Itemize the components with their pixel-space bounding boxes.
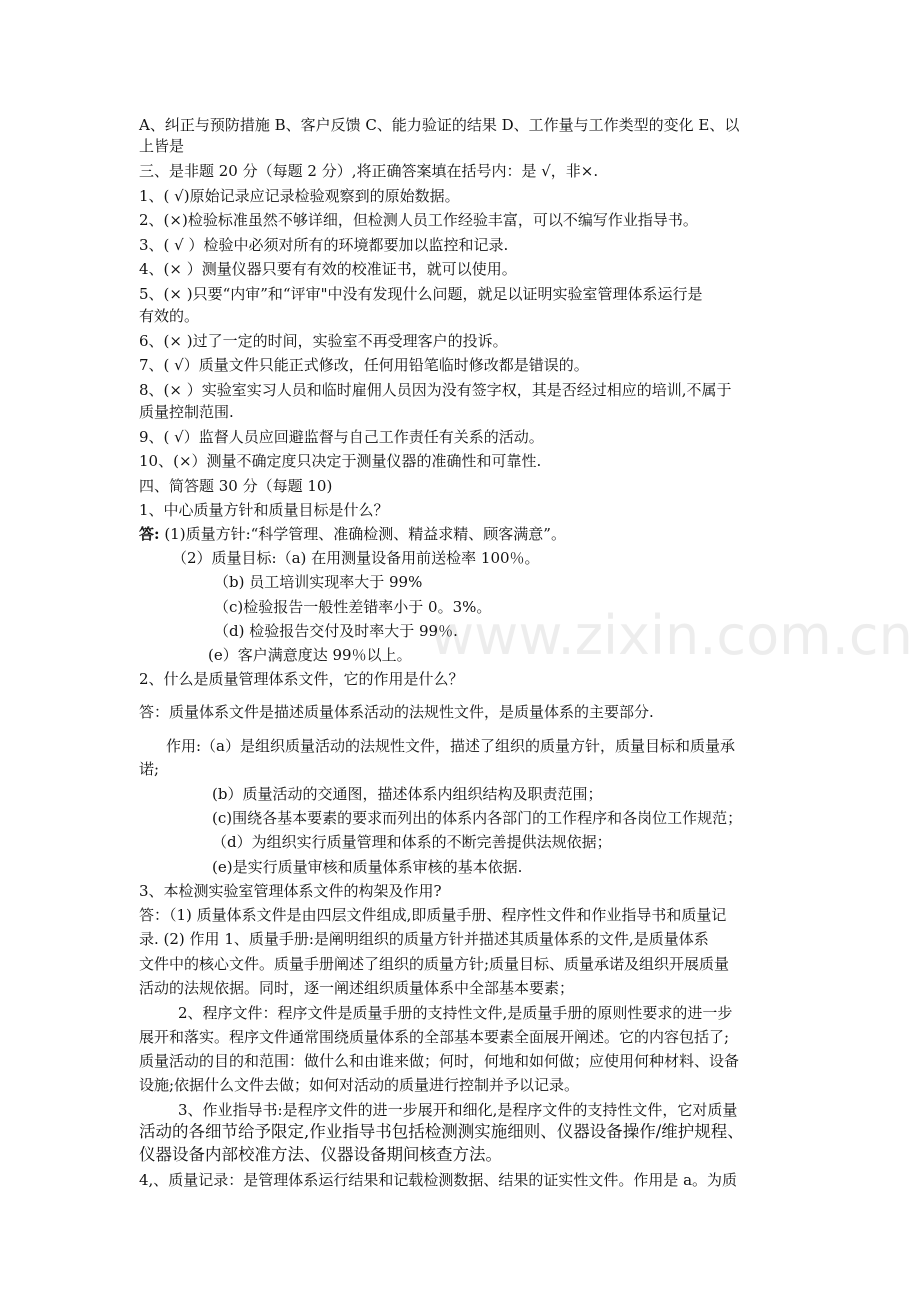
question-item: 10、(×）测量不确定度只决定于测量仪器的准确性和可靠性. xyxy=(139,452,542,470)
text-line: (e）客户满意度达 99％以上。 xyxy=(208,646,412,664)
text-line: （c)检验报告一般性差错率小于 0。3%。 xyxy=(214,598,492,616)
answer-line: 答：质量体系文件是描述质量体系活动的法规性文件，是质量体系的主要部分. xyxy=(139,703,654,721)
text-line: 诺; xyxy=(139,760,160,778)
text-line: 仪器设备内部校准方法、仪器设备期间核查方法。 xyxy=(139,1145,502,1164)
text-line: 活动的各细节给予限定,作业指导书包括检测测实施细则、仪器设备操作/维护规程、 xyxy=(139,1122,744,1141)
answer-line: 答：（1) 质量体系文件是由四层文件组成,即质量手册、程序性文件和作业指导书和质量记 xyxy=(139,906,727,924)
text-line: 活动的法规依据。同时，逐一阐述组织质量体系中全部基本要素； xyxy=(139,979,575,997)
question-item: 6、(× )过了一定的时间，实验室不再受理客户的投诉。 xyxy=(139,332,508,350)
text-line: 质量活动的目的和范围：做什么和由谁来做；何时，何地和如何做；应使用何种材料、设备 xyxy=(139,1052,740,1070)
text-line: （d）为组织实行质量管理和体系的不断完善提供法规依据； xyxy=(212,833,612,851)
text-line: (b）质量活动的交通图，描述体系内组织结构及职责范围； xyxy=(212,785,603,803)
question-item: 1、( √)原始记录应记录检验观察到的原始数据。 xyxy=(139,187,460,205)
text-line: 文件中的核心文件。质量手册阐述了组织的质量方针;质量目标、质量承诺及组织开展质量 xyxy=(139,955,730,973)
text-line: （2）质量目标:（a) 在用测量设备用前送检率 100％。 xyxy=(172,549,540,567)
text-line: (c)围绕各基本要素的要求而列出的体系内各部门的工作程序和各岗位工作规范； xyxy=(212,809,743,827)
question-item: 3、本检测实验室管理体系文件的构架及作用? xyxy=(139,882,442,900)
question-item: 3、( √ ）检验中必须对所有的环境都要加以监控和记录. xyxy=(139,236,509,254)
question-item: 8、(× ）实验室实习人员和临时雇佣人员因为没有签字权，其是否经过相应的培训,不属于 xyxy=(139,381,732,399)
text-line: (e)是实行质量审核和质量体系审核的基本依据. xyxy=(212,858,523,876)
text-line: 有效的。 xyxy=(139,307,200,325)
question-item: 1、中心质量方针和质量目标是什么？ xyxy=(139,501,389,519)
section-heading: 三、是非题 20 分（每题 2 分）,将正确答案填在括号内：是 √，非×. xyxy=(139,162,599,180)
text-line: 录. (2) 作用 1、质量手册:是阐明组织的质量方针并描述其质量体系的文件,是质量体系 xyxy=(139,930,709,948)
text-line: A、纠正与预防措施 B、客户反馈 C、能力验证的结果 D、工作量与工作类型的变化 E、以 xyxy=(139,116,740,134)
text-line: 2、程序文件：程序文件是质量手册的支持性文件,是质量手册的原则性要求的进一步 xyxy=(178,1004,733,1022)
answer-text: (1)质量方针:“科学管理、准确检测、精益求精、顾客满意”。 xyxy=(164,525,566,543)
text-line: 作用:（a）是组织质量活动的法规性文件，描述了组织的质量方针，质量目标和质量承 xyxy=(166,737,736,755)
text-line: 设施;依据什么文件去做；如何对活动的质量进行控制并予以记录。 xyxy=(139,1076,580,1094)
question-item: 9、( √）监督人员应回避监督与自己工作责任有关系的活动。 xyxy=(139,428,544,446)
question-item: 4、(× ）测量仪器只要有有效的校准证书，就可以使用。 xyxy=(139,260,517,278)
text-line: 4,、质量记录：是管理体系运行结果和记载检测数据、结果的证实性文件。作用是 a。为质 xyxy=(139,1171,738,1189)
text-line: 展开和落实。程序文件通常围绕质量体系的全部基本要素全面展开阐述。它的内容包括了; xyxy=(139,1028,730,1046)
text-line: 3、作业指导书:是程序文件的进一步展开和细化,是程序文件的支持性文件，它对质量 xyxy=(178,1101,738,1119)
answer-line xyxy=(139,524,566,544)
text-line: （d) 检验报告交付及时率大于 99％. xyxy=(214,622,458,640)
watermark: www.zixin.com.cn xyxy=(430,604,913,667)
section-heading: 四、简答题 30 分（每题 10) xyxy=(139,477,333,495)
answer-label: 答: xyxy=(139,525,160,543)
question-item: 2、(×)检验标准虽然不够详细，但检测人员工作经验丰富，可以不编写作业指导书。 xyxy=(139,211,698,229)
question-item: 2、什么是质量管理体系文件，它的作用是什么？ xyxy=(139,670,464,688)
question-item: 5、(× )只要“内审”和“评审"中没有发现什么问题，就足以证明实验室管理体系运行是 xyxy=(139,285,703,303)
text-line: 质量控制范围. xyxy=(139,403,234,421)
text-line: （b) 员工培训实现率大于 99% xyxy=(214,573,423,591)
question-item: 7、( √）质量文件只能正式修改，任何用铅笔临时修改都是错误的。 xyxy=(139,356,589,374)
text-line: 上皆是 xyxy=(139,137,185,155)
